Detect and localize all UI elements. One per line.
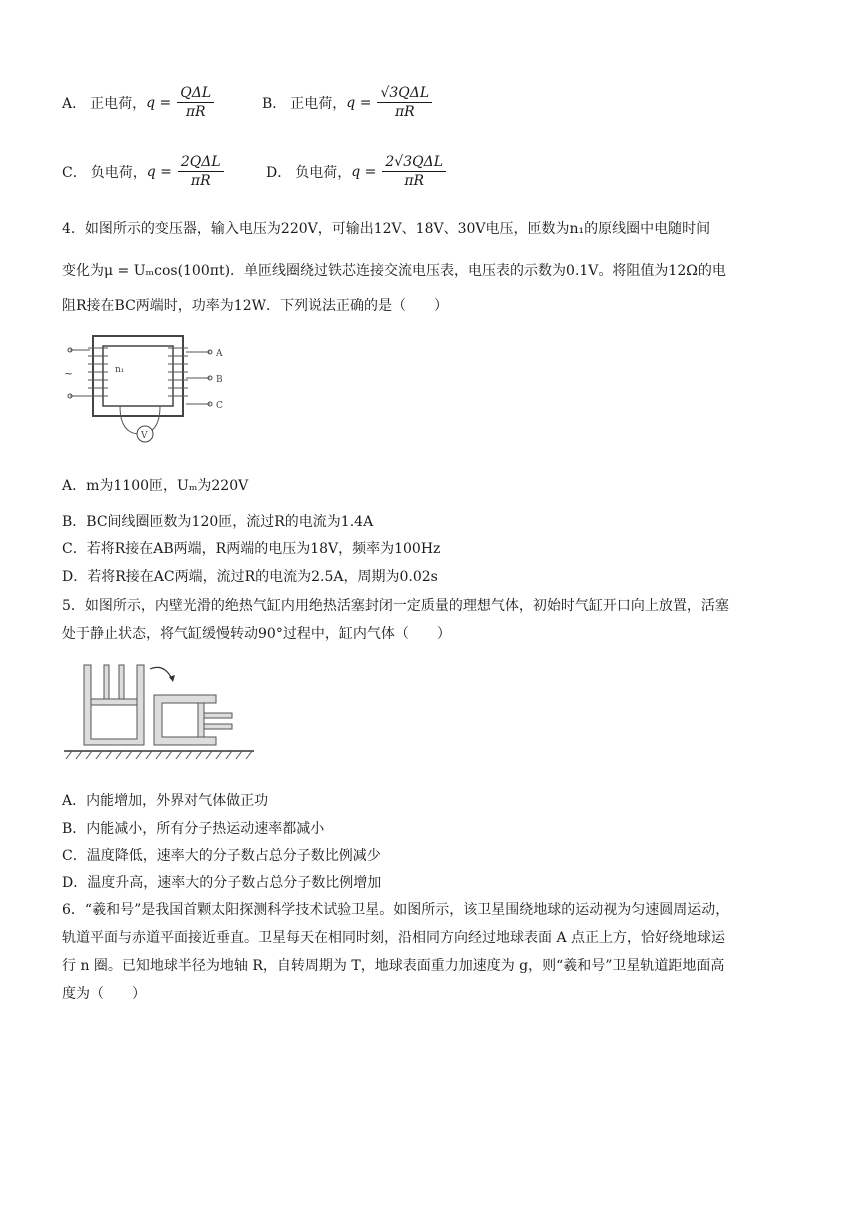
q4-option-a: A．m为1100匝，Uₘ为220V [62,478,249,494]
q4-stem-line2: 变化为μ = Uₘcos(100πt)．单匝线圈绕过铁芯连接交流电压表，电压表的示数为0.1V。将阻值为12Ω的电 [62,263,726,279]
option-letter: D． [266,164,292,181]
terminal-c-label: C [216,401,223,411]
q5-option-d: D．温度升高，速率大的分子数占总分子数比例增加 [62,875,382,891]
q4-stem-line3: 阻R接在BC两端时，功率为12W．下列说法正确的是（ ） [62,298,449,314]
fraction-numerator: √3QΔL [377,84,432,103]
q6-stem-line4: 度为（ ） [62,986,146,1002]
fraction-denominator: πR [185,104,206,120]
q5-stem-line2: 处于静止状态，将气缸缓慢转动90°过程中，缸内气体（ ） [62,626,451,642]
cylinder-figure [64,655,256,779]
ac-source-label: ~ [64,367,74,380]
fraction-numerator: QΔL [177,84,214,103]
q5-option-a: A．内能增加，外界对气体做正功 [62,793,269,809]
q5-stem-line1: 5．如图所示，内壁光滑的绝热气缸内用绝热活塞封闭一定质量的理想气体，初始时气缸开口向上放置，活塞 [62,598,729,614]
transformer-figure [60,330,240,458]
option-text: 正电荷， [290,95,347,112]
option-fraction [382,153,446,190]
option-text: 负电荷， [295,164,352,181]
fraction-denominator: πR [190,173,211,189]
option-fraction [177,84,214,121]
q4-stem-line1: 4．如图所示的变压器，输入电压为220V，可输出12V、18V、30V电压，匝数为n₁的原线圈中电随时间 [62,221,711,237]
option-var: q = [146,94,172,111]
fraction-denominator: πR [394,104,415,120]
option-fraction [178,153,224,190]
q3-option-d [266,153,450,190]
q3-option-a [62,84,218,121]
voltmeter-label: V [141,431,148,441]
option-var: q = [351,163,377,180]
option-letter: A． [62,95,87,112]
q5-option-c: C．温度降低，速率大的分子数占总分子数比例减少 [62,848,381,864]
option-text: 负电荷， [90,164,147,181]
n1-label: n₁ [115,365,125,375]
q5-option-b: B．内能减小，所有分子热运动速率都减小 [62,821,325,837]
q3-option-c [62,153,228,190]
terminal-a-label: A [216,349,223,359]
option-var: q = [346,94,372,111]
fraction-numerator: 2QΔL [178,153,224,172]
terminal-b-label: B [216,375,223,385]
q3-option-b [262,84,436,121]
q4-option-c: C．若将R接在AB两端，R两端的电压为18V，频率为100Hz [62,541,441,557]
option-text: 正电荷， [90,95,147,112]
q6-stem-line1: 6．“羲和号”是我国首颗太阳探测科学技术试验卫星。如图所示，该卫星围绕地球的运动视为匀速圆周运动， [62,902,730,918]
option-letter: B． [262,95,287,112]
option-var: q = [146,163,172,180]
option-letter: C． [62,164,87,181]
option-fraction [377,84,432,121]
q6-stem-line2: 轨道平面与赤道平面接近垂直。卫星每天在相同时刻，沿相同方向经过地球表面 A 点正上方，恰好绕地球运 [62,930,726,946]
fraction-denominator: πR [404,173,425,189]
q4-option-d: D．若将R接在AC两端，流过R的电流为2.5A，周期为0.02s [62,569,438,585]
q4-option-b: B．BC间线圈匝数为120匝，流过R的电流为1.4A [62,514,374,530]
q6-stem-line3: 行 n 圈。已知地球半径为地轴 R，自转周期为 T，地球表面重力加速度为 g，则“羲和号”卫星轨道距地面高 [62,958,725,974]
fraction-numerator: 2√3QΔL [382,153,446,172]
